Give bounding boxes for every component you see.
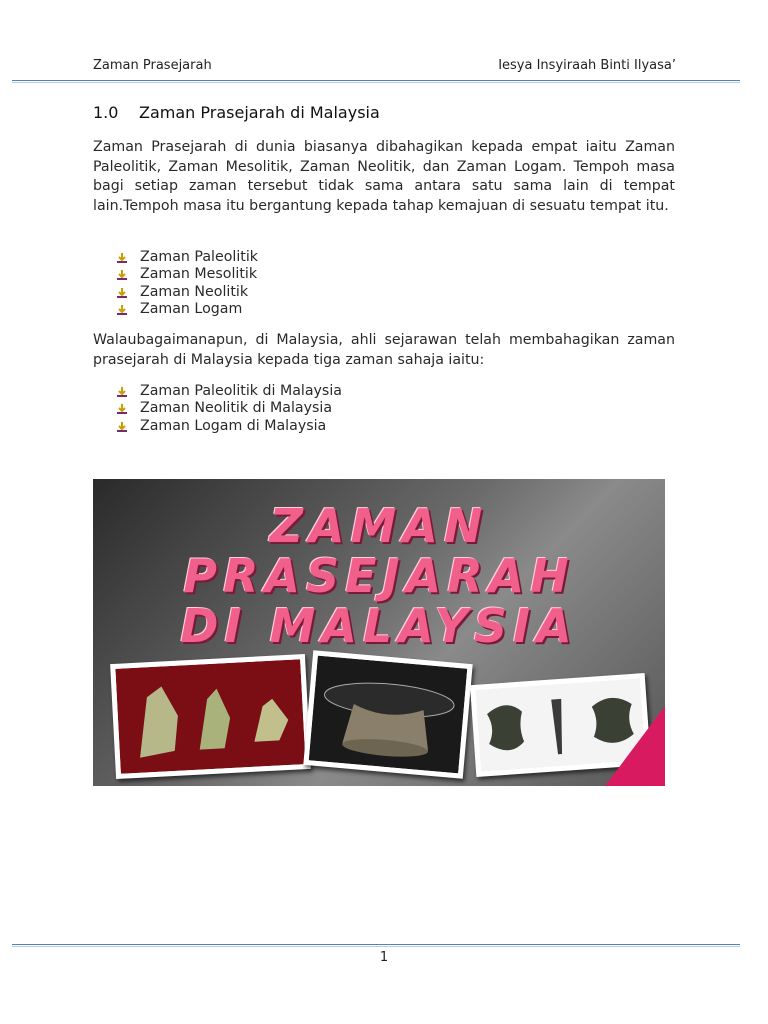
figure-title-line: PRASEJARAH xyxy=(183,549,575,603)
header-left-title: Zaman Prasejarah xyxy=(93,58,212,73)
title-slide-image xyxy=(93,479,665,786)
arrow-bullet-icon xyxy=(116,421,128,433)
list-item: Zaman Logam di Malaysia xyxy=(116,418,342,435)
section-title: Zaman Prasejarah di Malaysia xyxy=(139,103,380,122)
bronze-drum-image xyxy=(309,656,468,774)
list-item: Zaman Mesolitik xyxy=(116,266,258,283)
list-item: Zaman Neolitik di Malaysia xyxy=(116,400,342,417)
paragraph-intro: Zaman Prasejarah di dunia biasanya dibahagikan kepada empat iaitu Zaman Paleolitik, Zaman Mesolitik, Zaman Neolitik, dan Zaman Logam. Tempoh masa bagi setiap zaman tersebut tidak sama antara satu sama lain di tempat lain.Tempoh masa itu bergantung kepada tahap kemajuan di sesuatu tempat itu. xyxy=(93,139,675,214)
section-number: 1.0 xyxy=(93,103,119,122)
arrow-bullet-icon xyxy=(116,287,128,299)
arrow-bullet-icon xyxy=(116,403,128,415)
stone-tools-photo xyxy=(110,654,311,779)
arrow-bullet-icon xyxy=(116,269,128,281)
list-item: Zaman Logam xyxy=(116,301,258,318)
list-item: Zaman Paleolitik xyxy=(116,249,258,266)
bronze-drum-photo xyxy=(303,650,472,779)
bullet-list-world-eras xyxy=(116,249,258,318)
figure-title-line: DI MALAYSIA xyxy=(180,599,578,653)
decorative-corner xyxy=(605,706,665,786)
list-item: Zaman Paleolitik di Malaysia xyxy=(116,383,342,400)
footer-rule xyxy=(12,944,740,945)
arrow-bullet-icon xyxy=(116,304,128,316)
section-heading xyxy=(93,103,380,122)
figure-title-line: ZAMAN xyxy=(269,499,489,553)
header-author: Iesya Insyiraah Binti Ilyasa’ xyxy=(498,58,676,73)
arrow-bullet-icon xyxy=(116,252,128,264)
bullet-list-malaysia-eras xyxy=(116,383,342,435)
page-number: 1 xyxy=(379,950,389,965)
stone-tools-image xyxy=(115,659,305,774)
arrow-bullet-icon xyxy=(116,386,128,398)
list-item: Zaman Neolitik xyxy=(116,284,258,301)
paragraph-malaysia: Walaubagaimanapun, di Malaysia, ahli sejarawan telah membahagikan zaman prasejarah di Malaysia kepada tiga zaman sahaja iaitu: xyxy=(93,332,675,368)
header-rule xyxy=(12,80,740,81)
